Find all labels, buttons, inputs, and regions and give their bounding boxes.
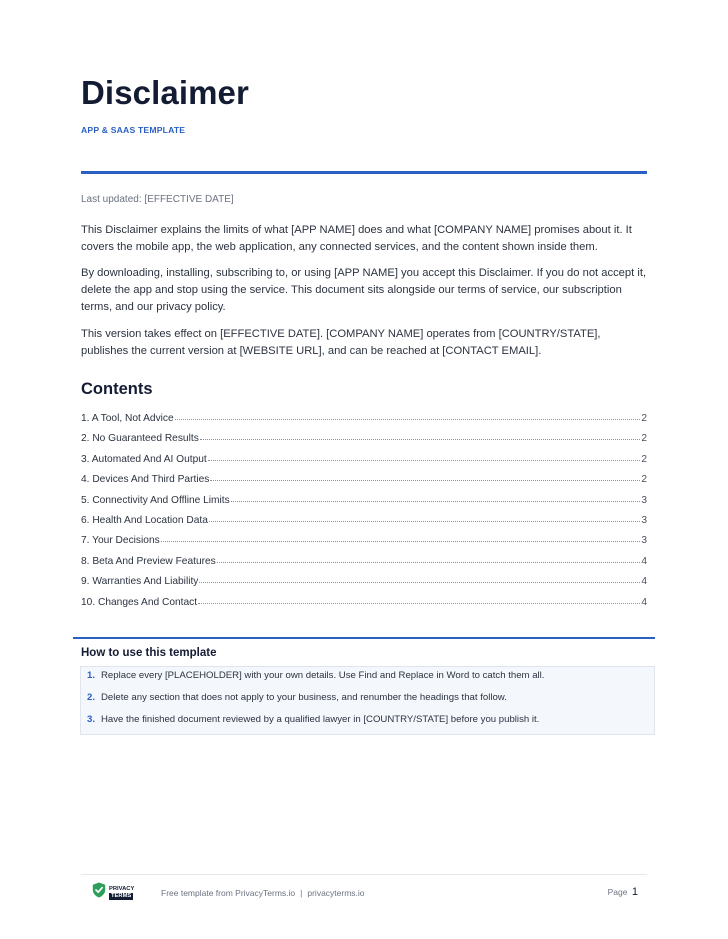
toc-item-page: 4 <box>641 576 647 588</box>
footer-link[interactable]: privacyterms.io <box>307 888 365 898</box>
logo-line-2: TERMS <box>111 892 132 899</box>
toc-item-page: 4 <box>641 596 647 608</box>
toc-item-label[interactable]: 3. Automated And AI Output <box>81 453 207 465</box>
toc-item-label[interactable]: 6. Health And Location Data <box>81 514 208 526</box>
toc-item-page: 4 <box>641 555 647 567</box>
toc-leader-dots <box>161 534 641 542</box>
toc-item[interactable] <box>81 515 647 535</box>
toc-item[interactable] <box>81 597 647 617</box>
table-of-contents <box>81 413 647 617</box>
toc-leader-dots <box>210 473 640 481</box>
logo-wordmark <box>109 886 134 900</box>
toc-item-label[interactable]: 10. Changes And Contact <box>81 596 198 608</box>
howto-item-number: 1. <box>87 670 96 681</box>
howto-list <box>87 670 647 736</box>
page-title: Disclaimer <box>81 74 249 111</box>
logo-line-1: PRIVACY <box>109 885 135 892</box>
intro-paragraph-3: This version takes effect on [EFFECTIVE DATE]. [COMPANY NAME] operates from [COUNTRY/STATE], publishes the current version at [WEBSITE URL], and can be reached at [CONTACT EMAIL]. <box>81 328 601 357</box>
footer-divider <box>81 874 647 875</box>
toc-item-label[interactable]: 7. Your Decisions <box>81 535 160 547</box>
page-number <box>608 886 638 898</box>
toc-item[interactable] <box>81 535 647 555</box>
toc-item-label[interactable]: 8. Beta And Preview Features <box>81 555 216 567</box>
toc-item-page: 2 <box>641 453 647 465</box>
privacy-terms-logo[interactable] <box>92 882 134 903</box>
toc-leader-dots <box>209 514 640 522</box>
title-divider <box>81 171 647 174</box>
toc-item-label[interactable]: 5. Connectivity And Offline Limits <box>81 494 230 506</box>
toc-leader-dots <box>198 596 640 604</box>
howto-item-number: 3. <box>87 714 96 725</box>
shield-check-icon <box>92 882 106 903</box>
page-subtitle: APP & SAAS TEMPLATE <box>81 125 186 135</box>
toc-item[interactable] <box>81 413 647 433</box>
toc-item-page: 2 <box>641 413 647 424</box>
page-label: Page <box>607 887 628 897</box>
toc-item[interactable] <box>81 454 647 474</box>
toc-item[interactable] <box>81 556 647 576</box>
intro-paragraph-2: By downloading, installing, subscribing to, or using [APP NAME] you accept this Disclaimer. If you do not accept it, delete the app and stop using the service. This document sits alongside our terms of service, our subscription terms, and our privacy policy. <box>81 267 647 313</box>
toc-item-page: 3 <box>641 514 647 526</box>
footer-separator: | <box>300 888 303 898</box>
footer-credit-text: Free template from PrivacyTerms.io <box>161 888 296 898</box>
toc-item-label[interactable]: 9. Warranties And Liability <box>81 576 199 588</box>
toc-item[interactable] <box>81 576 647 596</box>
toc-item-page: 3 <box>641 494 647 506</box>
toc-leader-dots <box>175 412 641 420</box>
howto-item-number: 2. <box>87 692 96 703</box>
toc-item-label[interactable]: 1. A Tool, Not Advice <box>81 413 174 424</box>
howto-heading: How to use this template <box>81 647 217 659</box>
howto-item-text: Replace every [PLACEHOLDER] with your own details. Use Find and Replace in Word to catch them all. <box>101 670 545 681</box>
toc-item-page: 3 <box>641 535 647 547</box>
toc-item-label[interactable]: 4. Devices And Third Parties <box>81 474 210 486</box>
toc-leader-dots <box>231 494 641 502</box>
toc-item[interactable] <box>81 433 647 453</box>
howto-item-text: Delete any section that does not apply to your business, and renumber the headings that follow. <box>101 692 507 703</box>
toc-leader-dots <box>217 555 641 563</box>
toc-leader-dots <box>200 432 641 440</box>
howto-item <box>87 670 647 692</box>
toc-item-page: 2 <box>641 474 647 486</box>
toc-item-page: 2 <box>641 433 647 445</box>
toc-item[interactable] <box>81 495 647 515</box>
toc-leader-dots <box>208 453 641 461</box>
page-number-value: 1 <box>631 886 638 898</box>
howto-divider <box>73 637 655 639</box>
howto-item <box>87 714 647 736</box>
howto-item <box>87 692 647 714</box>
intro-paragraph-1: This Disclaimer explains the limits of what [APP NAME] does and what [COMPANY NAME] promises about it. It covers the mobile app, the web application, any connected services, and the content shown inside them. <box>81 224 632 253</box>
toc-item-label[interactable]: 2. No Guaranteed Results <box>81 433 199 445</box>
contents-heading: Contents <box>81 380 153 398</box>
toc-leader-dots <box>199 575 640 583</box>
footer-credit <box>161 888 365 898</box>
last-updated: Last updated: [EFFECTIVE DATE] <box>81 194 234 205</box>
howto-item-text: Have the finished document reviewed by a qualified lawyer in [COUNTRY/STATE] before you publish it. <box>101 714 540 725</box>
toc-item[interactable] <box>81 474 647 494</box>
